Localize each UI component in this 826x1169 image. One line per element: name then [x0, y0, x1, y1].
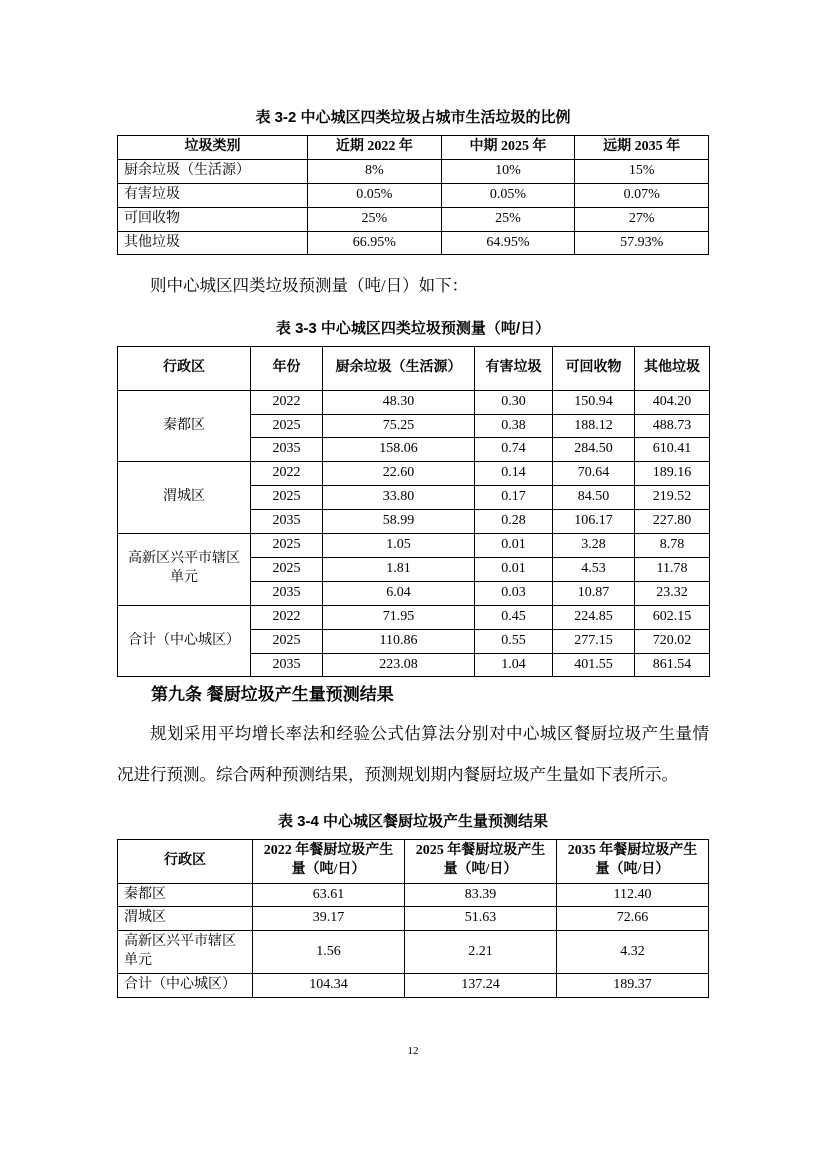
column-header: 年份: [251, 346, 323, 390]
table-cell: 66.95%: [308, 231, 442, 255]
table-cell: 2035: [251, 653, 323, 677]
table-cell: 158.06: [323, 438, 475, 462]
table-row: [118, 534, 710, 558]
table-cell: 2035: [251, 581, 323, 605]
table-header-row: [118, 346, 710, 390]
table-cell: 861.54: [635, 653, 710, 677]
table-cell: 2022: [251, 605, 323, 629]
table-cell: 0.17: [475, 486, 553, 510]
table-cell: 48.30: [323, 390, 475, 414]
table-cell: 10%: [441, 159, 575, 183]
table-cell: 104.34: [253, 974, 405, 998]
table-3-3: [117, 346, 710, 678]
table-cell: 188.12: [553, 414, 635, 438]
table-cell: 3.28: [553, 534, 635, 558]
table-cell: 57.93%: [575, 231, 709, 255]
row-header-cell: 有害垃圾: [118, 183, 308, 207]
table-cell: 0.05%: [441, 183, 575, 207]
row-header-cell: 可回收物: [118, 207, 308, 231]
table-cell: 75.25: [323, 414, 475, 438]
table-3-2-title: 表 3-2 中心城区四类垃圾占城市生活垃圾的比例: [255, 109, 571, 126]
table-cell: 83.39: [405, 883, 557, 907]
table-cell: 22.60: [323, 462, 475, 486]
table-cell: 1.04: [475, 653, 553, 677]
table-cell: 2035: [251, 510, 323, 534]
table-cell: 720.02: [635, 629, 710, 653]
column-header: 近期 2022 年: [308, 136, 442, 160]
table-row: [118, 605, 710, 629]
column-header: 厨余垃圾（生活源）: [323, 346, 475, 390]
table-row: [118, 883, 709, 907]
table-cell: 602.15: [635, 605, 710, 629]
table-3-3-title: 表 3-3 中心城区四类垃圾预测量（吨/日）: [275, 319, 551, 337]
paragraph-intro: 则中心城区四类垃圾预测量（吨/日）如下：: [150, 276, 469, 296]
table-cell: 0.28: [475, 510, 553, 534]
column-header: 远期 2035 年: [575, 136, 709, 160]
table-cell: 150.94: [553, 390, 635, 414]
row-header-cell: 高新区兴平市辖区单元: [118, 534, 251, 606]
column-header: 可回收物: [553, 346, 635, 390]
table-cell: 284.50: [553, 438, 635, 462]
table-cell: 106.17: [553, 510, 635, 534]
table-cell: 1.05: [323, 534, 475, 558]
table-cell: 33.80: [323, 486, 475, 510]
document-page: [117, 0, 709, 998]
row-header-cell: 合计（中心城区）: [118, 605, 251, 677]
table-cell: 137.24: [405, 974, 557, 998]
table-cell: 8%: [308, 159, 442, 183]
table-cell: 189.16: [635, 462, 710, 486]
table-cell: 51.63: [405, 907, 557, 931]
section-9-paragraph: 规划采用平均增长率法和经验公式估算法分别对中心城区餐厨垃圾产生量情况进行预测。综合两种预测结果，预测规划期内餐厨垃圾产生量如下表所示。: [117, 724, 709, 785]
table-cell: 2025: [251, 534, 323, 558]
table-cell: 63.61: [253, 883, 405, 907]
table-cell: 189.37: [557, 974, 709, 998]
table-cell: 0.38: [475, 414, 553, 438]
table-cell: 0.03: [475, 581, 553, 605]
table-row: [118, 907, 709, 931]
table-row: [118, 974, 709, 998]
table-cell: 6.04: [323, 581, 475, 605]
table-cell: 4.32: [557, 931, 709, 974]
table-cell: 1.56: [253, 931, 405, 974]
table-cell: 2022: [251, 462, 323, 486]
table-row: [118, 183, 709, 207]
table-cell: 0.45: [475, 605, 553, 629]
table-row: [118, 159, 709, 183]
section-heading-article-9: 第九条 餐厨垃圾产生量预测结果: [151, 685, 394, 705]
table-cell: 110.86: [323, 629, 475, 653]
row-header-cell: 渭城区: [118, 907, 253, 931]
table-row: [118, 462, 710, 486]
page-number: 12: [407, 1045, 419, 1057]
table-cell: 2035: [251, 438, 323, 462]
table-header-row: [118, 136, 709, 160]
table-cell: 2025: [251, 486, 323, 510]
table-cell: 219.52: [635, 486, 710, 510]
table-cell: 2022: [251, 390, 323, 414]
table-cell: 15%: [575, 159, 709, 183]
table-3-4: [117, 839, 709, 998]
column-header: 2025 年餐厨垃圾产生量（吨/日）: [405, 839, 557, 883]
table-3-2: [117, 135, 709, 255]
table-cell: 23.32: [635, 581, 710, 605]
table-cell: 610.41: [635, 438, 710, 462]
table-cell: 112.40: [557, 883, 709, 907]
table-3-4-title: 表 3-4 中心城区餐厨垃圾产生量预测结果: [277, 812, 549, 830]
table-cell: 71.95: [323, 605, 475, 629]
table-cell: 2.21: [405, 931, 557, 974]
row-header-cell: 厨余垃圾（生活源）: [118, 159, 308, 183]
table-cell: 0.05%: [308, 183, 442, 207]
table-cell: 401.55: [553, 653, 635, 677]
table-row: [118, 390, 710, 414]
table-cell: 0.30: [475, 390, 553, 414]
table-cell: 0.14: [475, 462, 553, 486]
table-cell: 10.87: [553, 581, 635, 605]
table-cell: 2025: [251, 414, 323, 438]
table-cell: 64.95%: [441, 231, 575, 255]
table-cell: 224.85: [553, 605, 635, 629]
table-cell: 227.80: [635, 510, 710, 534]
table-cell: 11.78: [635, 557, 710, 581]
table-cell: 488.73: [635, 414, 710, 438]
table-row: [118, 931, 709, 974]
table-cell: 25%: [308, 207, 442, 231]
column-header: 有害垃圾: [475, 346, 553, 390]
row-header-cell: 合计（中心城区）: [118, 974, 253, 998]
table-cell: 0.01: [475, 534, 553, 558]
table-cell: 39.17: [253, 907, 405, 931]
column-header: 中期 2025 年: [441, 136, 575, 160]
column-header: 行政区: [118, 839, 253, 883]
table-cell: 404.20: [635, 390, 710, 414]
table-cell: 0.07%: [575, 183, 709, 207]
row-header-cell: 渭城区: [118, 462, 251, 534]
table-cell: 2025: [251, 557, 323, 581]
table-cell: 27%: [575, 207, 709, 231]
table-cell: 0.01: [475, 557, 553, 581]
table-cell: 0.55: [475, 629, 553, 653]
table-header-row: [118, 839, 709, 883]
column-header: 行政区: [118, 346, 251, 390]
column-header: 其他垃圾: [635, 346, 710, 390]
table-cell: 8.78: [635, 534, 710, 558]
table-cell: 72.66: [557, 907, 709, 931]
column-header: 垃圾类别: [118, 136, 308, 160]
table-row: [118, 207, 709, 231]
table-cell: 2025: [251, 629, 323, 653]
table-cell: 223.08: [323, 653, 475, 677]
row-header-cell: 高新区兴平市辖区单元: [118, 931, 253, 974]
table-row: [118, 231, 709, 255]
table-cell: 4.53: [553, 557, 635, 581]
row-header-cell: 秦都区: [118, 390, 251, 462]
column-header: 2035 年餐厨垃圾产生量（吨/日）: [557, 839, 709, 883]
table-cell: 277.15: [553, 629, 635, 653]
table-cell: 25%: [441, 207, 575, 231]
table-cell: 70.64: [553, 462, 635, 486]
table-cell: 58.99: [323, 510, 475, 534]
table-cell: 1.81: [323, 557, 475, 581]
row-header-cell: 秦都区: [118, 883, 253, 907]
row-header-cell: 其他垃圾: [118, 231, 308, 255]
table-cell: 84.50: [553, 486, 635, 510]
table-cell: 0.74: [475, 438, 553, 462]
column-header: 2022 年餐厨垃圾产生量（吨/日）: [253, 839, 405, 883]
